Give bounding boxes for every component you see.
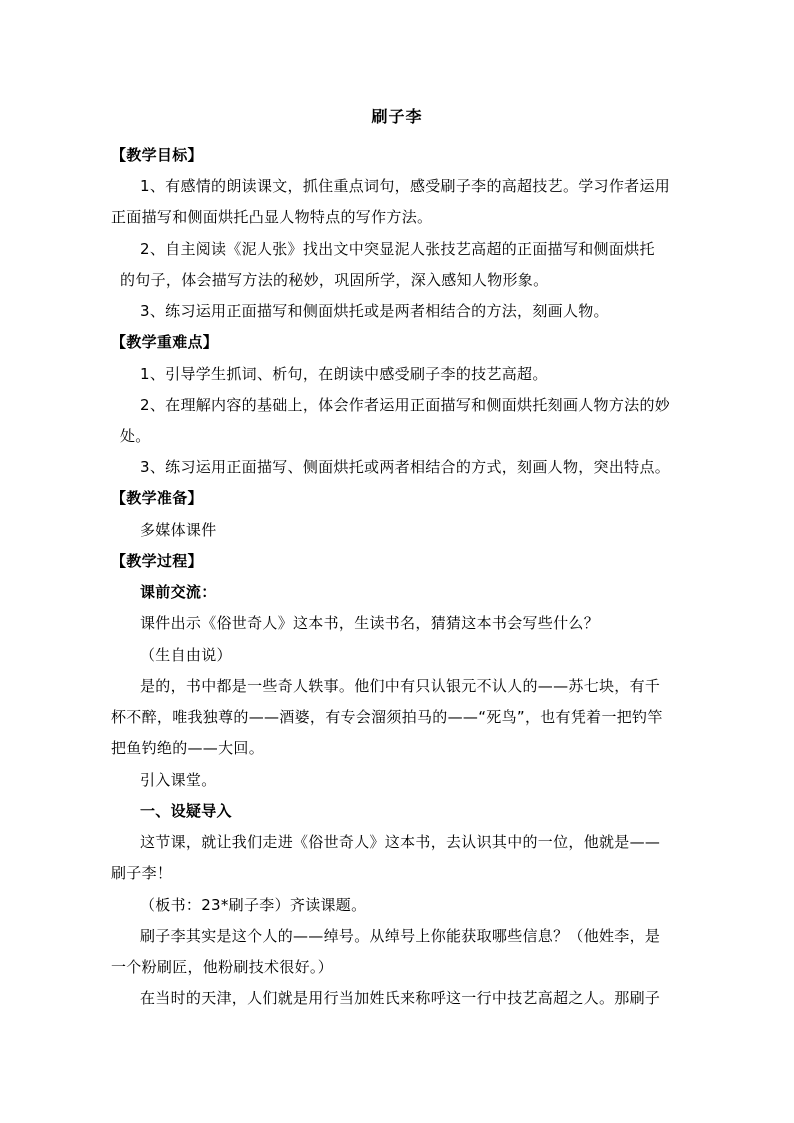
- paragraph-line: 处。: [120, 427, 151, 445]
- paragraph-line: 正面描写和侧面烘托凸显人物特点的写作方法。: [111, 208, 433, 226]
- paragraph-line: 把鱼钓绝的——大回。: [111, 739, 265, 757]
- section-heading-process: 【教学过程】: [111, 552, 203, 570]
- paragraph-line: 多媒体课件: [140, 521, 217, 539]
- section-heading-preparation: 【教学准备】: [111, 489, 203, 507]
- paragraph-line: 刷子李！: [111, 864, 173, 882]
- paragraph-line: （生自由说）: [140, 646, 232, 664]
- paragraph-line: 一个粉刷匠，他粉刷技术很好。）: [111, 958, 334, 976]
- paragraph-line: 3、练习运用正面描写、侧面烘托或两者相结合的方式，刻画人物，突出特点。: [140, 458, 671, 476]
- section-heading-key-points: 【教学重难点】: [111, 333, 219, 351]
- paragraph-line: 课件出示《俗世奇人》这本书，生读书名，猜猜这本书会写些什么？: [140, 614, 600, 632]
- subheading-pre-class: 课前交流：: [140, 583, 217, 601]
- paragraph-line: 3、练习运用正面描写和侧面烘托或是两者相结合的方法，刻画人物。: [140, 302, 609, 320]
- paragraph-line: 这节课，就让我们走进《俗世奇人》这本书，去认识其中的一位，他就是——: [140, 833, 661, 851]
- paragraph-line: 引入课堂。: [140, 771, 217, 789]
- paragraph-line: 1、有感情的朗读课文，抓住重点词句，感受刷子李的高超技艺。学习作者运用: [140, 177, 671, 195]
- paragraph-line: 刷子李其实是这个人的——绰号。从绰号上你能获取哪些信息？（他姓李，是: [140, 927, 661, 945]
- paragraph-line: 在当时的天津，人们就是用行当加姓氏来称呼这一行中技艺高超之人。那刷子: [140, 989, 661, 1007]
- paragraph-line: 1、引导学生抓词、析句，在朗读中感受刷子李的技艺高超。: [140, 365, 548, 383]
- paragraph-line: 是的，书中都是一些奇人轶事。他们中有只认银元不认人的——苏七块，有千: [140, 677, 661, 695]
- paragraph-line: 2、在理解内容的基础上，体会作者运用正面描写和侧面烘托刻画人物方法的妙: [140, 396, 671, 414]
- paragraph-line: 杯不醉，唯我独尊的——酒婆，有专会溜须拍马的——“死鸟”，也有凭着一把钓竿: [111, 708, 663, 726]
- paragraph-line: （板书：23*刷子李）齐读课题。: [140, 896, 367, 914]
- section-heading-objectives: 【教学目标】: [111, 146, 203, 164]
- document-title: 刷子李: [371, 107, 423, 126]
- paragraph-line: 的句子，体会描写方法的秘妙，巩固所学，深入感知人物形象。: [120, 271, 549, 289]
- paragraph-line: 2、自主阅读《泥人张》找出文中突显泥人张技艺高超的正面描写和侧面烘托: [140, 240, 655, 258]
- subheading-intro: 一、设疑导入: [140, 802, 232, 820]
